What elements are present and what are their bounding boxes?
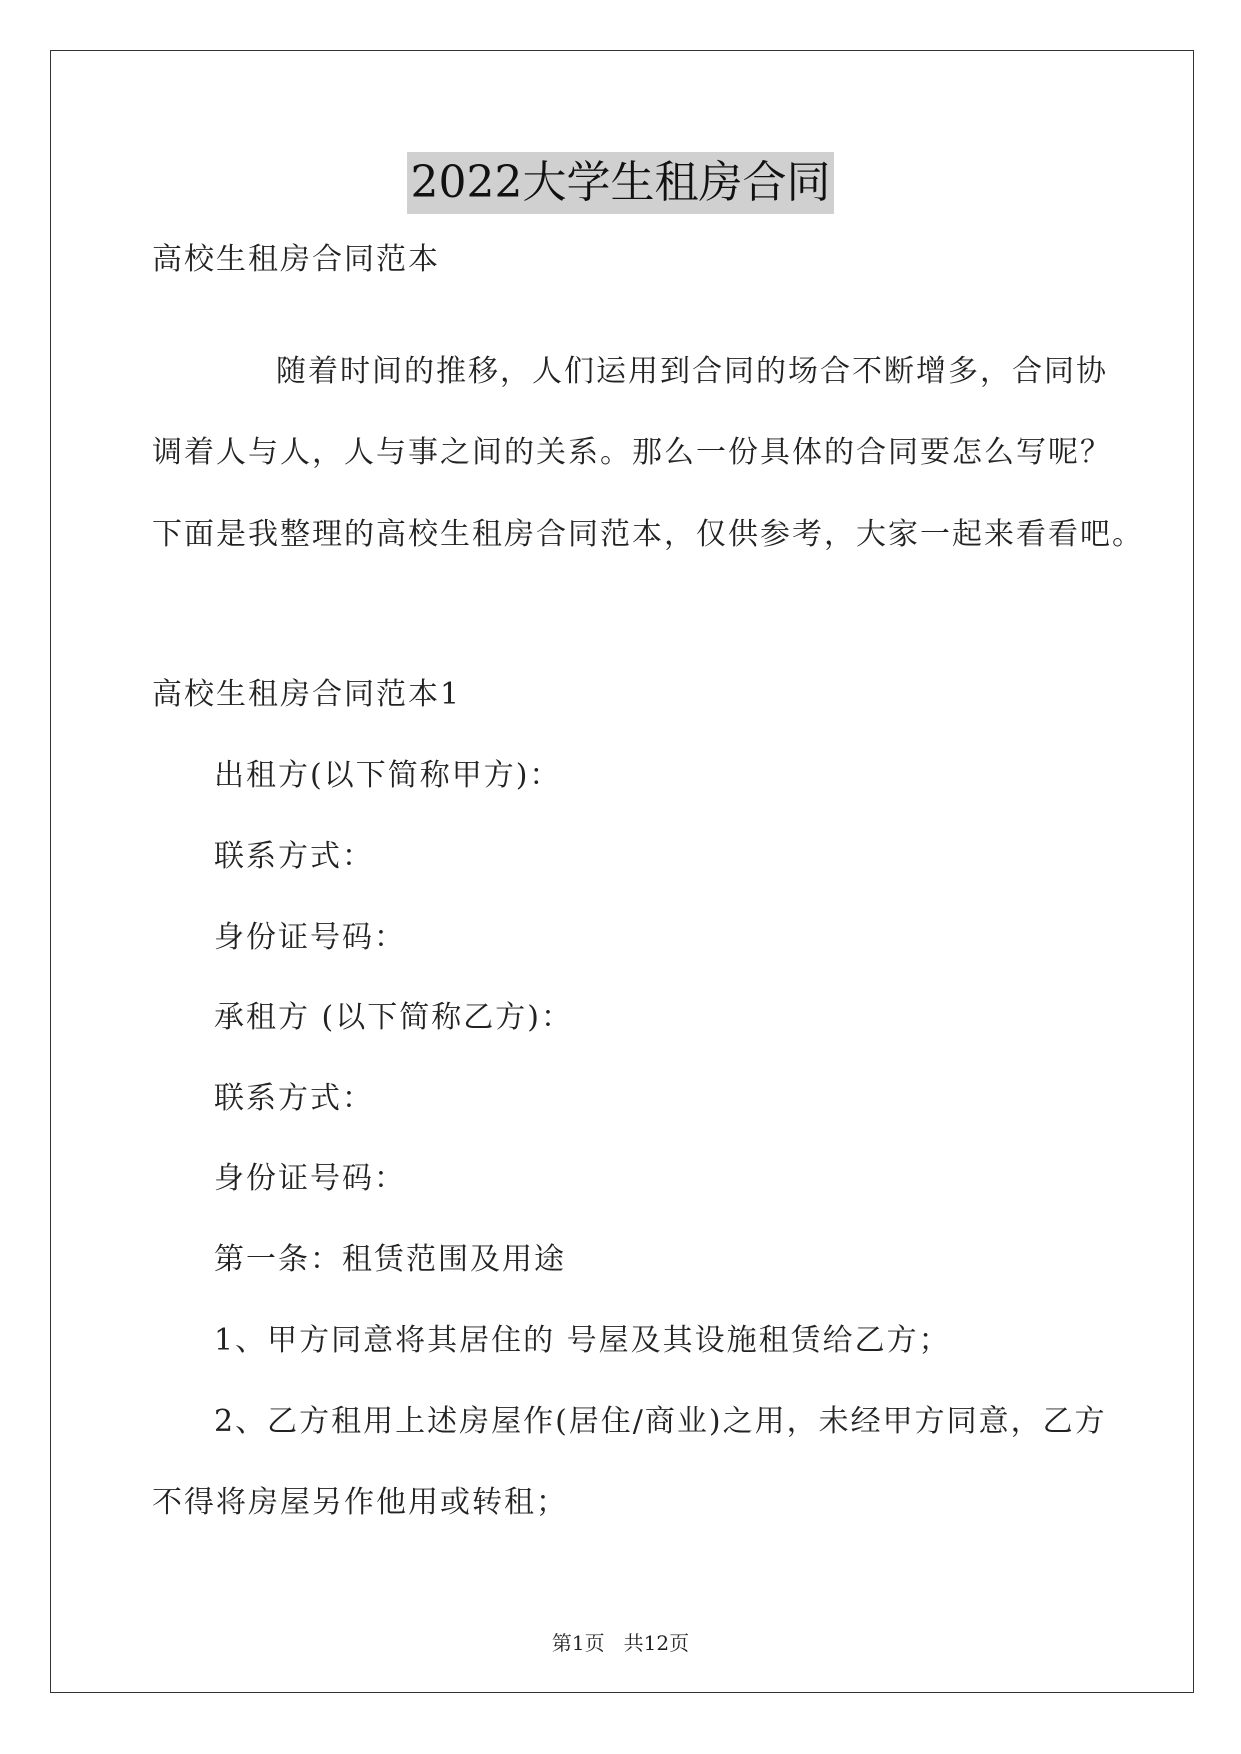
- page-number-footer: 第1页 共12页: [551, 1631, 690, 1655]
- contract-field-id-number: 身份证号码：: [214, 920, 406, 955]
- contract-field-lessee: 承租方 (以下简称乙方)：: [214, 1000, 573, 1035]
- contract-field-id-number: 身份证号码：: [214, 1161, 406, 1196]
- article-item-continuation: 不得将房屋另作他用或转租；: [152, 1485, 568, 1520]
- intro-paragraph-line: 调着人与人，人与事之间的关系。那么一份具体的合同要怎么写呢？: [152, 435, 1112, 470]
- article-item: 2、乙方租用上述房屋作(居住/商业)之用，未经甲方同意，乙方: [214, 1404, 1107, 1439]
- title-container: [0, 152, 1241, 214]
- contract-field-lessor: 出租方(以下简称甲方)：: [214, 758, 562, 793]
- intro-paragraph-line: 随着时间的推移，人们运用到合同的场合不断增多，合同协: [276, 354, 1108, 389]
- section-heading: 高校生租房合同范本: [152, 242, 440, 277]
- article-title: 第一条：租赁范围及用途: [214, 1242, 566, 1277]
- document-title: 2022大学生租房合同: [407, 152, 835, 214]
- intro-paragraph-line: 下面是我整理的高校生租房合同范本，仅供参考，大家一起来看看吧。: [152, 517, 1144, 552]
- contract-field-contact: 联系方式：: [214, 839, 374, 874]
- contract-heading: 高校生租房合同范本1: [152, 677, 462, 712]
- article-item: 1、甲方同意将其居住的 号屋及其设施租赁给乙方；: [214, 1323, 951, 1358]
- contract-field-contact: 联系方式：: [214, 1081, 374, 1116]
